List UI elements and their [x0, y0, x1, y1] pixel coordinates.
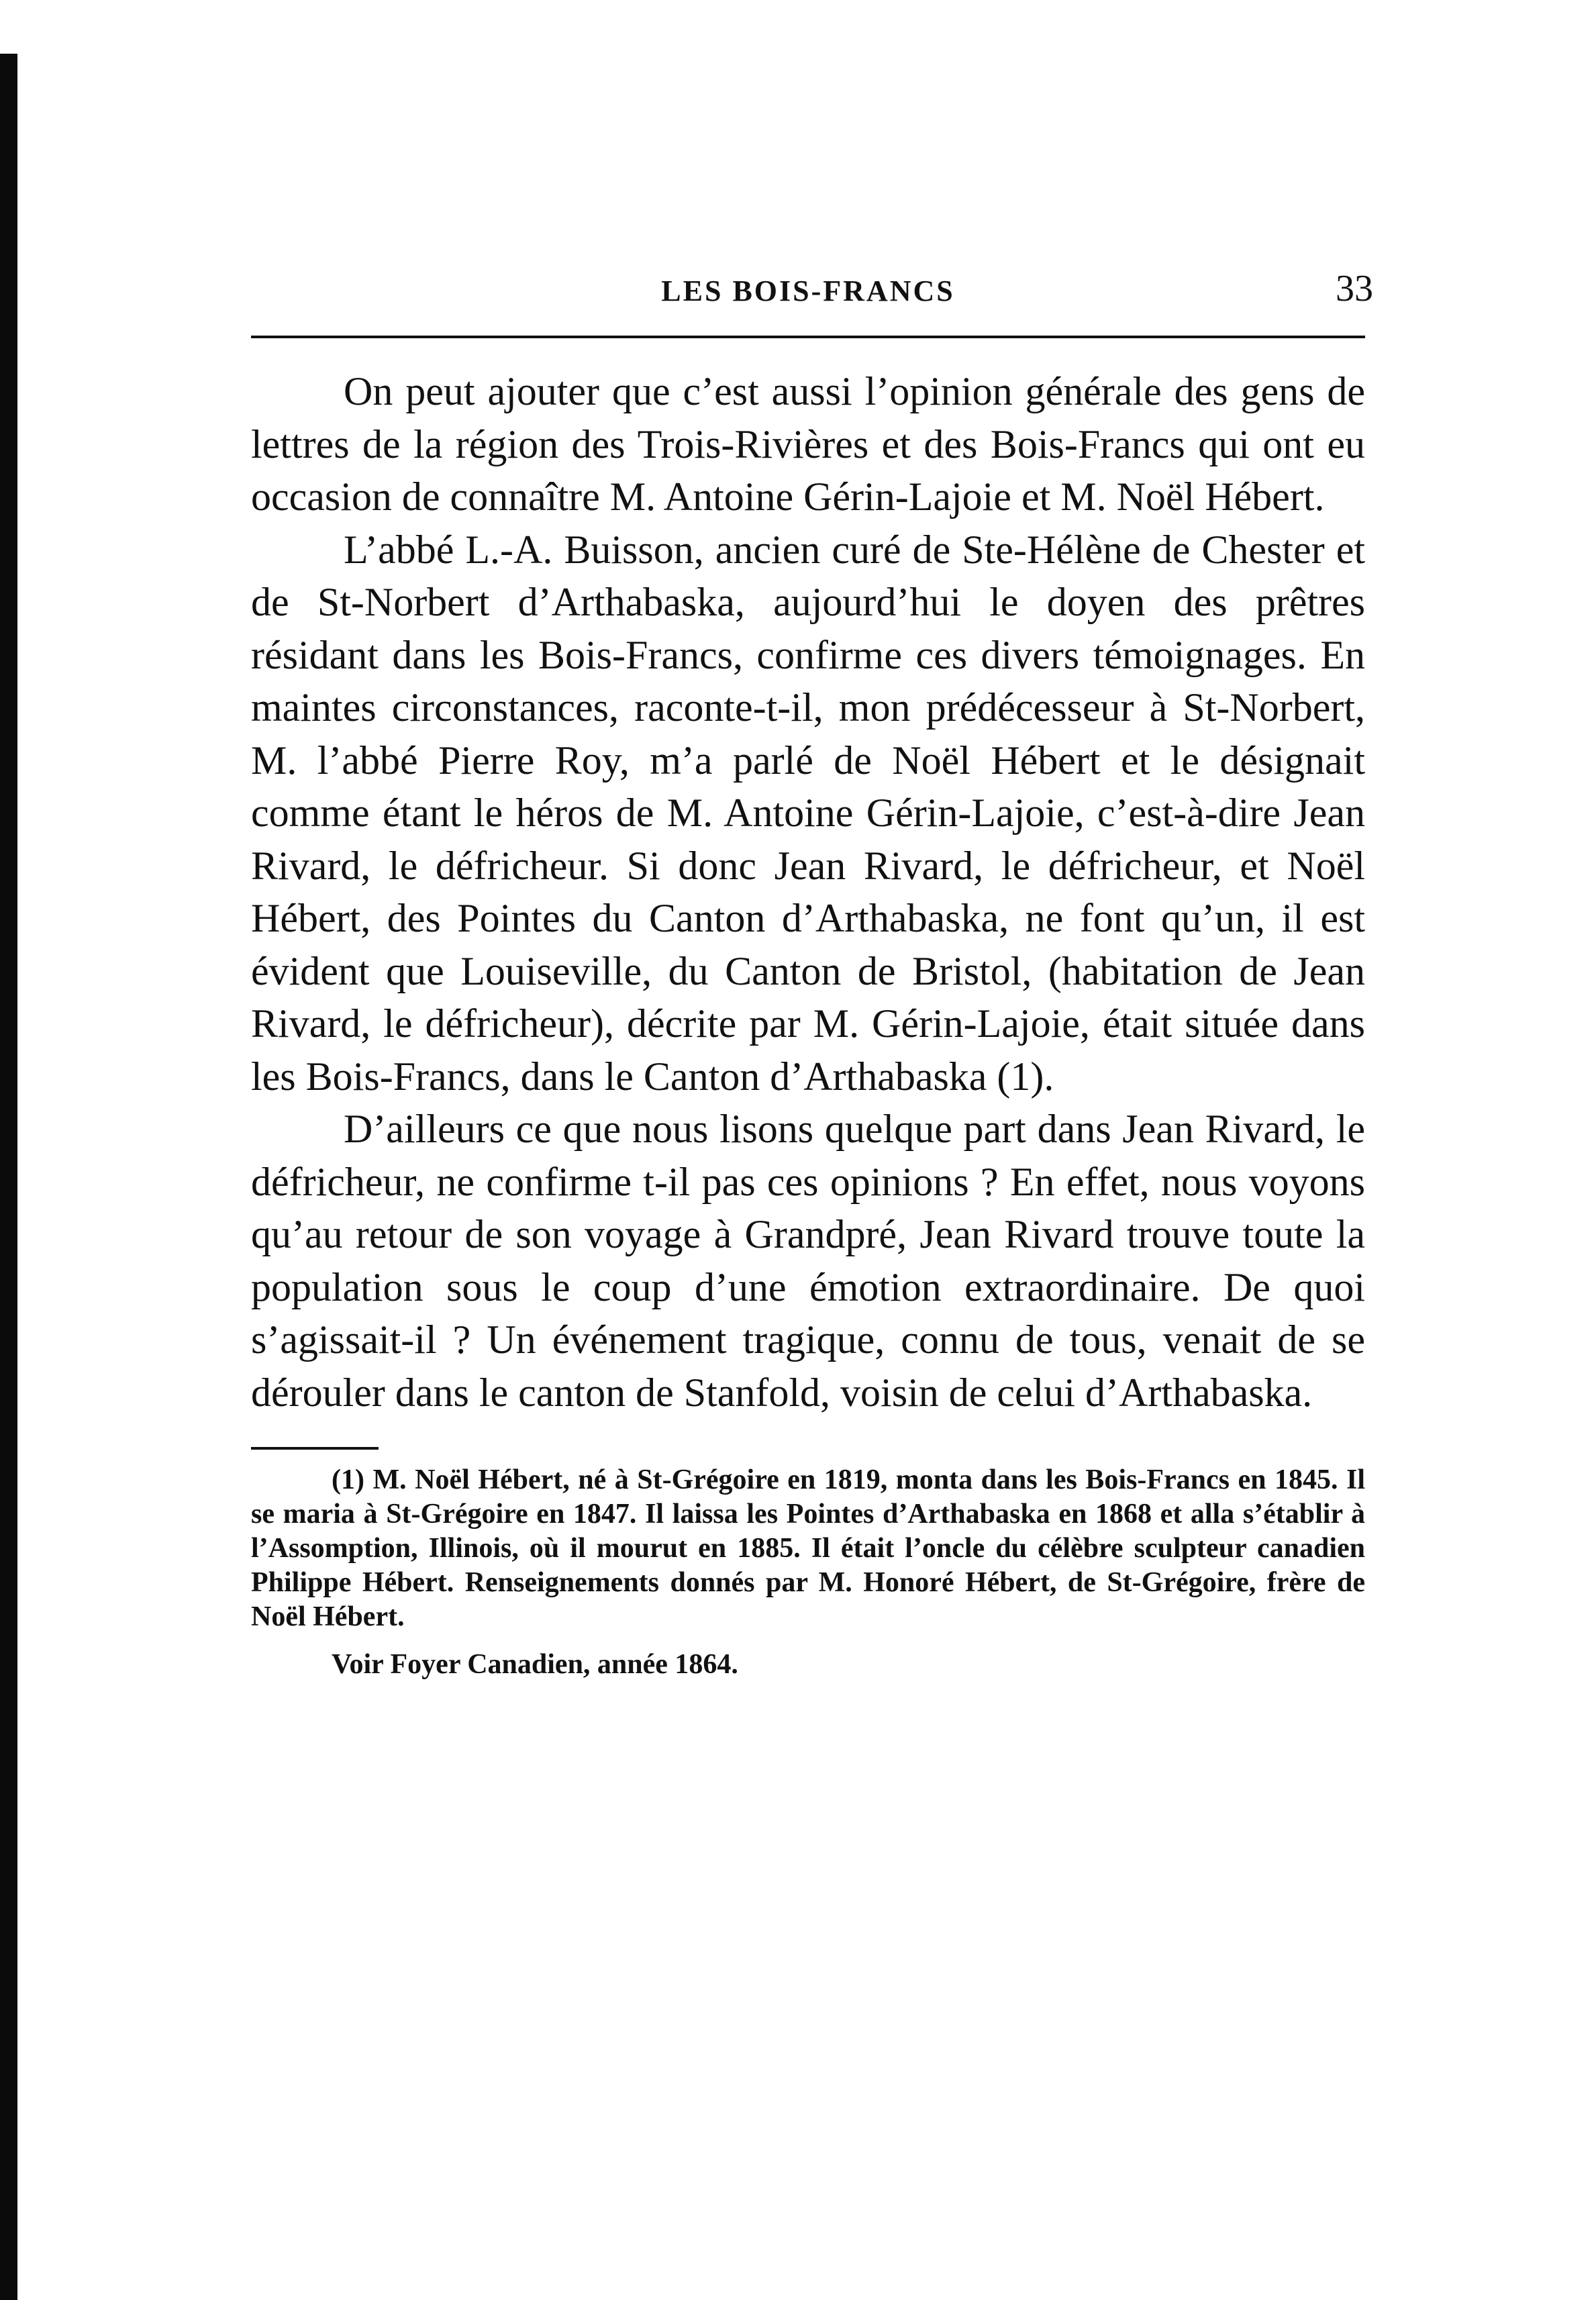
footnote-reference: Voir Foyer Canadien, année 1864.: [332, 1649, 738, 1680]
footnote-1: (1) M. Noël Hébert, né à St-Grégoire en 1819, monta dans les Bois-Francs en 1845. Il se maria à St-Grégoire en 1847. Il laissa les Pointes d’Arthabaska en 1868 et alla s’établir à l’Assomption, Illinois, où il mourut en 1885. Il était l’oncle du célèbre sculpteur canadien Philippe Hébert. Renseignements donnés par M. Honoré Hébert, de St-Grégoire, frère de Noël Hébert.: [251, 1464, 1365, 1632]
page-header: [251, 255, 1373, 336]
header-rule: [251, 336, 1365, 338]
footnotes: [251, 1463, 1365, 1682]
paragraph-3: D’ailleurs ce que nous lisons quelque part dans Jean Rivard, le défricheur, ne confirme t-il pas ces opinions ? En effet, nous voyons qu’au retour de son voyage à Grandpré, Jean Rivard trouve toute la population sous le coup d’une émotion extraordinaire. De quoi s’agissait-il ? Un événement tragique, connu de tous, venait de se dérouler dans le canton de Stanfold, voisin de celui d’Arthabaska.: [251, 1107, 1365, 1415]
running-title: LES BOIS-FRANCS: [661, 274, 955, 307]
paragraph-2: L’abbé L.-A. Buisson, ancien curé de Ste-Hélène de Chester et de St-Norbert d’Arthabaska, aujourd’hui le doyen des prêtres résidant dans les Bois-Francs, confirme ces divers témoignages. En maintes circonstances, raconte-t-il, mon prédécesseur à St-Norbert, M. l’abbé Pierre Roy, m’a parlé de Noël Hébert et le désignait comme étant le héros de M. Antoine Gérin-Lajoie, c’est-à-dire Jean Rivard, le défricheur. Si donc Jean Rivard, le défricheur, et Noël Hébert, des Pointes du Canton d’Arthabaska, ne font qu’un, il est évident que Louiseville, du Canton de Bristol, (habitation de Jean Rivard, le défricheur), décrite par M. Gérin-Lajoie, était située dans les Bois-Francs, dans le Canton d’Arthabaska (1).: [251, 527, 1365, 1099]
binding-edge: [0, 54, 48, 2300]
body-text: [251, 365, 1365, 1419]
page-number: 33: [1336, 268, 1373, 309]
footnote-rule: [251, 1447, 379, 1450]
book-page: [251, 255, 1373, 1682]
paragraph-1: On peut ajouter que c’est aussi l’opinion générale des gens de lettres de la région des Trois-Rivières et des Bois-Francs qui ont eu occasion de connaître M. Antoine Gérin-Lajoie et M. Noël Hébert.: [251, 369, 1365, 519]
